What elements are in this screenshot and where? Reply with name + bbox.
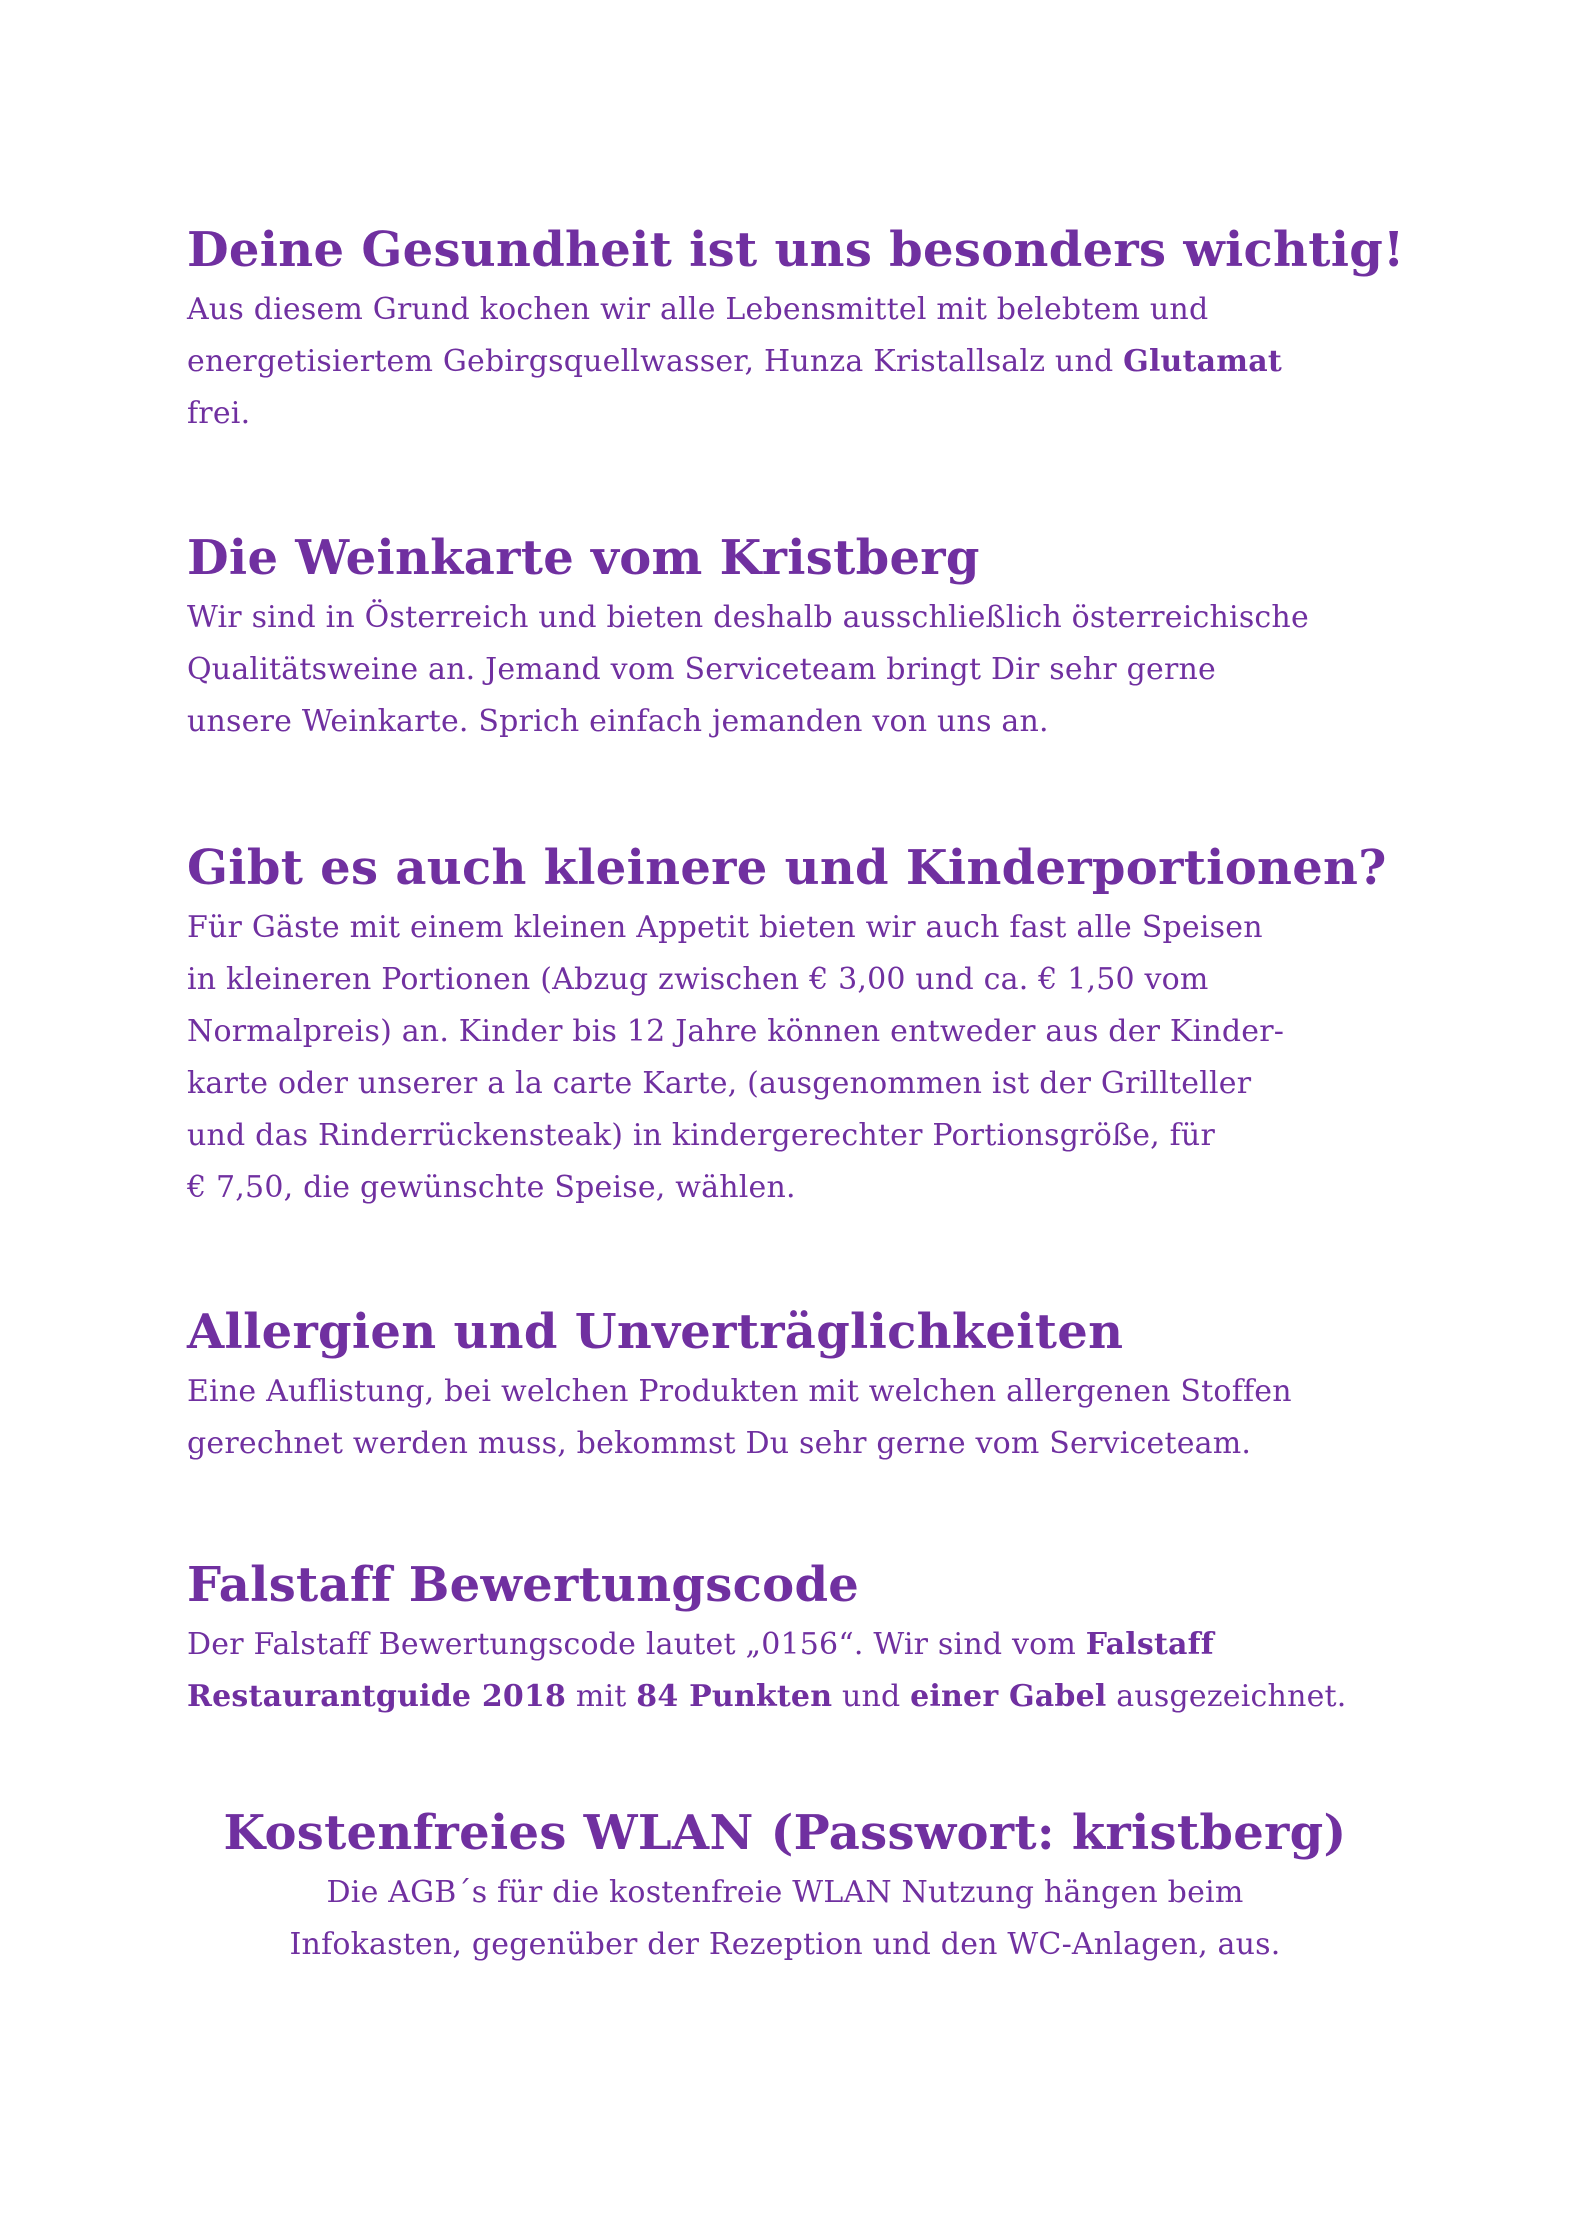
section-title: Allergien und Unverträglichkeiten	[187, 1304, 1124, 1360]
section-title: Die Weinkarte vom Kristberg	[187, 530, 980, 586]
body-line-text: energetisiertem Gebirgsquellwasser, Hunza Kristallsalz und	[187, 344, 1124, 379]
body-line: Die AGB´s für die kostenfreie WLAN Nutzung hängen beim	[326, 1875, 1244, 1910]
section-title: Kostenfreies WLAN (Passwort: kristberg)	[223, 1805, 1347, 1861]
section-wifi	[140, 1803, 1430, 1971]
section-child-portions	[187, 838, 1417, 1214]
falstaff-bold: Falstaff	[1085, 1627, 1214, 1662]
body-line-text: Der Falstaff Bewertungscode lautet „0156“. Wir sind vom	[187, 1627, 1086, 1662]
section-body	[187, 1366, 1417, 1470]
body-line: gerechnet werden muss, bekommst Du sehr gerne vom Serviceteam.	[187, 1426, 1252, 1461]
body-line: Für Gäste mit einem kleinen Appetit bieten wir auch fast alle Speisen	[187, 910, 1263, 945]
body-line: unsere Weinkarte. Sprich einfach jemanden von uns an.	[187, 704, 1049, 739]
body-line	[187, 1671, 1417, 1723]
glutamat-bold: Glutamat	[1123, 344, 1282, 379]
body-line: und das Rinderrückensteak) in kindergerechter Portionsgröße, für	[187, 1118, 1215, 1153]
body-line: karte oder unserer a la carte Karte, (ausgenommen ist der Grillteller	[187, 1066, 1252, 1101]
body-line: € 7,50, die gewünschte Speise, wählen.	[187, 1170, 796, 1205]
body-line	[187, 1619, 1417, 1671]
section-body	[187, 1619, 1417, 1723]
body-line: Qualitätsweine an. Jemand vom Serviceteam bringt Dir sehr gerne	[187, 652, 1216, 687]
section-body	[187, 592, 1417, 748]
section-title: Deine Gesundheit ist uns besonders wichtig!	[187, 222, 1405, 278]
body-line: Infokasten, gegenüber der Rezeption und den WC-Anlagen, aus.	[289, 1927, 1281, 1962]
body-line: Aus diesem Grund kochen wir alle Lebensmittel mit belebtem und	[187, 292, 1209, 327]
body-line: Wir sind in Österreich und bieten deshalb ausschließlich österreichische	[187, 600, 1309, 635]
body-line: in kleineren Portionen (Abzug zwischen € 3,00 und ca. € 1,50 vom	[187, 962, 1209, 997]
points-bold: 84 Punkten	[636, 1679, 833, 1714]
section-title: Falstaff Bewertungscode	[187, 1557, 860, 1613]
section-health	[187, 220, 1417, 440]
body-line: Normalpreis) an. Kinder bis 12 Jahre können entweder aus der Kinder-	[187, 1014, 1285, 1049]
section-title: Gibt es auch kleinere und Kinderportionen?	[187, 840, 1387, 896]
section-body	[187, 902, 1417, 1214]
section-allergies	[187, 1302, 1417, 1470]
body-line: frei.	[187, 396, 251, 431]
section-body	[140, 1867, 1430, 1971]
section-body	[187, 284, 1417, 440]
body-line-text: mit	[566, 1679, 637, 1714]
body-line-text: ausgezeichnet.	[1106, 1679, 1347, 1714]
body-line: Eine Auflistung, bei welchen Produkten mit welchen allergenen Stoffen	[187, 1374, 1292, 1409]
restaurantguide-bold: Restaurantguide 2018	[187, 1679, 567, 1714]
body-line	[187, 336, 1417, 388]
section-falstaff	[187, 1555, 1417, 1723]
section-wine-list	[187, 528, 1417, 748]
fork-bold: einer Gabel	[910, 1679, 1107, 1714]
body-line-text: und	[832, 1679, 911, 1714]
